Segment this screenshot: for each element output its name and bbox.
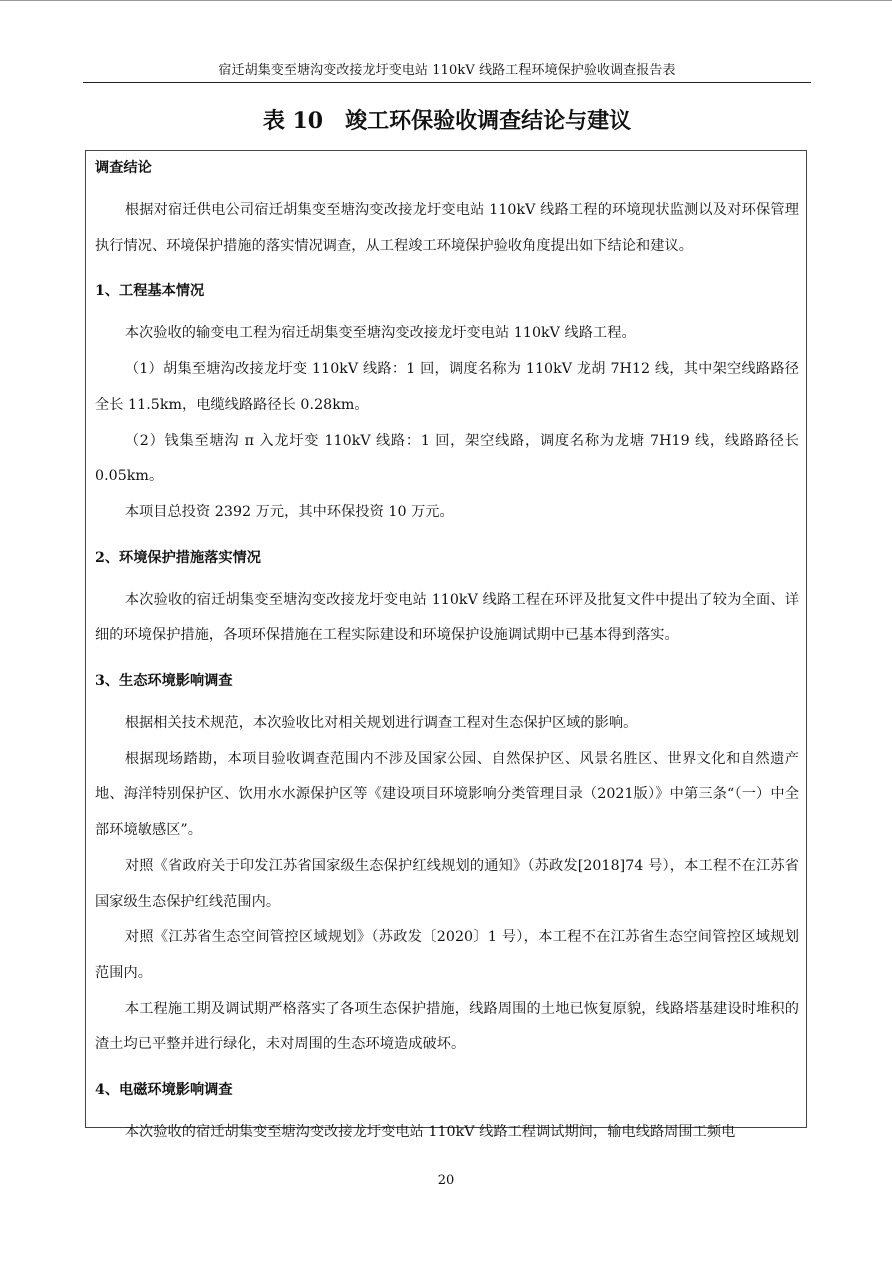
table-title-text: 竣工环保验收调查结论与建议: [345, 108, 632, 134]
conclusion-content: [95, 158, 799, 1151]
paragraph: 对照《省政府关于印发江苏省国家级生态保护红线规划的通知》（苏政发[2018]74 号），本工程不在江苏省国家级生态保护红线范围内。: [95, 857, 799, 910]
paragraph: （1）胡集至塘沟改接龙圩变 110kV 线路：1 回，调度名称为 110kV 龙胡 7H12 线，其中架空线路路径全长 11.5km，电缆线路路径长 0.28km。: [95, 361, 799, 413]
paragraph: 本次验收的输变电工程为宿迁胡集变至塘沟变改接龙圩变电站 110kV 线路工程。: [124, 325, 636, 342]
page-top-border: [0, 0, 892, 1]
section-heading-ecological-impact: 3、生态环境影响调查: [95, 673, 233, 690]
paragraph: 根据现场踏勘，本项目验收调查范围内不涉及国家公园、自然保护区、风景名胜区、世界文化和自然遗产地、海洋特别保护区、饮用水水源保护区等《建设项目环境影响分类管理目录（2021版）》中第三条“（一）中全部环境敏感区”。: [95, 750, 799, 839]
paragraph: 对照《江苏省生态空间管控区域规划》（苏政发〔2020〕1 号），本工程不在江苏省生态空间管控区域规划范围内。: [95, 929, 799, 981]
section-heading-electromagnetic-impact: 4、电磁环境影响调查: [95, 1082, 233, 1099]
page-title: [83, 104, 811, 138]
header-rule: [83, 82, 811, 83]
conclusion-table-frame: [85, 150, 807, 1141]
page-number: 20: [437, 1173, 455, 1188]
section-heading-protection-measures: 2、环境保护措施落实情况: [95, 549, 261, 566]
paragraph: 本工程施工期及调试期严格落实了各项生态保护措施，线路周围的土地已恢复原貌，线路塔基建设时堆积的渣土均已平整并进行绿化，未对周围的生态环境造成破坏。: [95, 1000, 799, 1053]
paragraph: （2）钱集至塘沟 π 入龙圩变 110kV 线路：1 回，架空线路，调度名称为龙塘 7H19 线，线路路径长 0.05km。: [95, 432, 799, 485]
table-number: 表 10: [262, 108, 324, 134]
paragraph: 本项目总投资 2392 万元，其中环保投资 10 万元。: [124, 503, 454, 520]
paragraph: 根据相关技术规范，本次验收比对相关规划进行调查工程对生态保护区域的影响。: [124, 715, 638, 732]
paragraph: 本次验收的宿迁胡集变至塘沟变改接龙圩变电站 110kV 线路工程在环评及批复文件中提出了较为全面、详细的环境保护措施，各项环保措施在工程实际建设和环境保护设施调试期中已基本得到落实。: [95, 591, 799, 644]
conclusion-heading: 调查结论: [95, 160, 152, 176]
conclusion-intro-paragraph: 根据对宿迁供电公司宿迁胡集变至塘沟变改接龙圩变电站 110kV 线路工程的环境现状监测以及对环保管理执行情况、环境保护措施的落实情况调查，从工程竣工环境保护验收角度提出如下结论和建议。: [95, 202, 799, 254]
running-header: 宿迁胡集变至塘沟变改接龙圩变电站 110kV 线路工程环境保护验收调查报告表: [218, 63, 676, 78]
section-heading-basic-info: 1、工程基本情况: [95, 283, 205, 300]
paragraph: 本次验收的宿迁胡集变至塘沟变改接龙圩变电站 110kV 线路工程调试期间，输电线路周围工频电: [124, 1124, 736, 1141]
